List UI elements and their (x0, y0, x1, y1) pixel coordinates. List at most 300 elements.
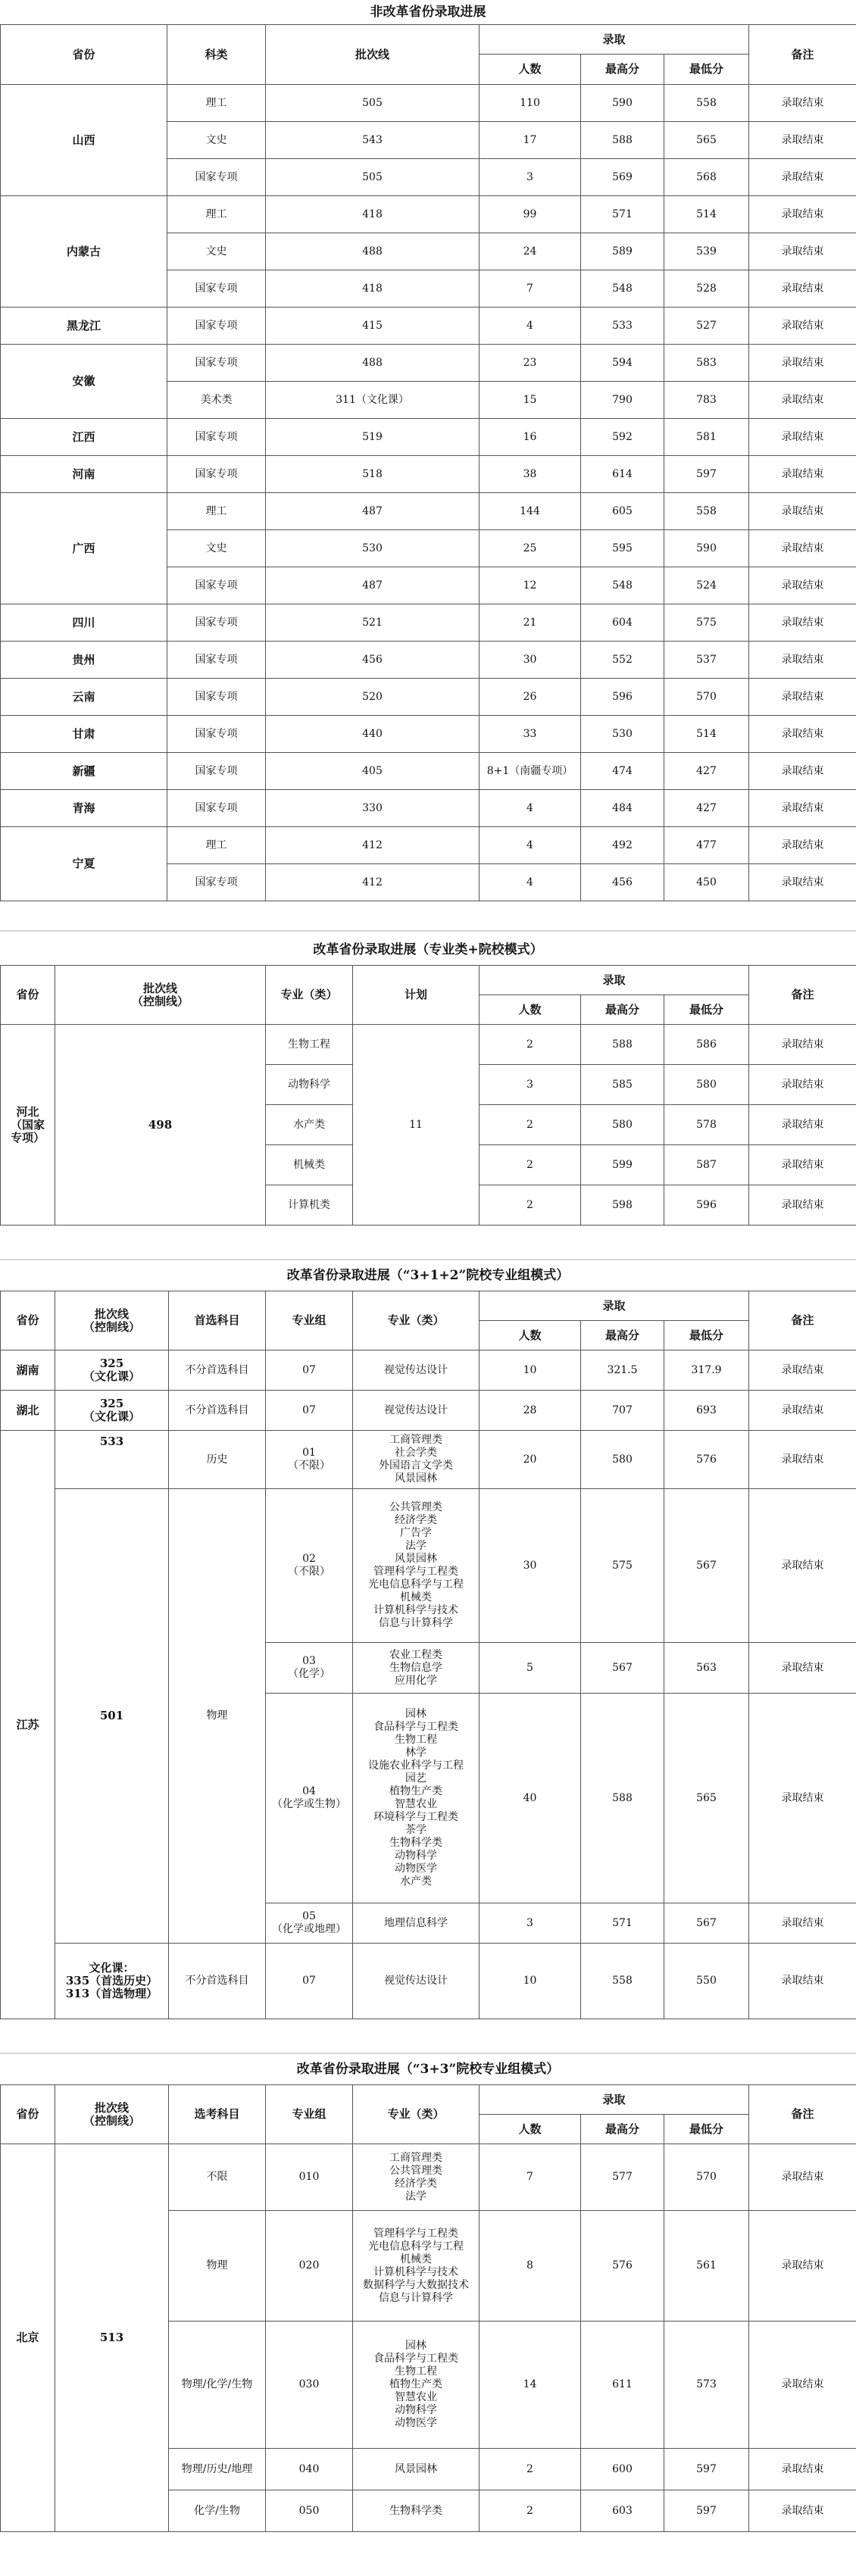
section-2-title: 改革省份录取进展（专业类+院校模式） (313, 942, 543, 957)
major-cell: 视觉传达设计 (353, 1391, 480, 1431)
count-cell: 2 (480, 1105, 581, 1145)
category-cell: 文史 (167, 530, 266, 567)
category-cell: 国家专项 (167, 790, 266, 827)
header-plan: 计划 (353, 966, 480, 1025)
min-cell: 558 (664, 85, 749, 122)
min-cell: 527 (664, 308, 749, 345)
major-cell: 动物科学 (266, 1065, 353, 1105)
remark-cell: 录取结束 (749, 1145, 856, 1185)
count-cell: 2 (480, 1145, 581, 1185)
max-cell: 611 (581, 2322, 664, 2449)
cutoff-cell: 412 (266, 827, 480, 864)
count-cell: 8+1（南疆专项） (480, 753, 581, 790)
group-cell: 030 (266, 2322, 353, 2449)
header-min: 最低分 (664, 55, 749, 85)
major-cell: 风景园林 (353, 2449, 480, 2490)
min-cell: 450 (664, 864, 749, 901)
cutoff-cell: 文化课： 335（首选历史） 313（首选物理） (55, 1944, 169, 2019)
max-cell: 590 (581, 85, 664, 122)
remark-cell: 录取结束 (749, 159, 856, 196)
subjects-cell: 物理/历史/地理 (169, 2449, 266, 2490)
major-cell: 视觉传达设计 (353, 1944, 480, 2019)
count-cell: 23 (480, 345, 581, 382)
header-remark: 备注 (749, 2085, 856, 2144)
remark-cell: 录取结束 (749, 1391, 856, 1431)
table-row (1, 493, 856, 530)
category-cell: 国家专项 (167, 270, 266, 308)
max-cell: 552 (581, 642, 664, 679)
min-cell: 597 (664, 2490, 749, 2532)
remark-cell: 录取结束 (749, 382, 856, 419)
min-cell: 427 (664, 753, 749, 790)
max-cell: 548 (581, 567, 664, 604)
count-cell: 30 (480, 642, 581, 679)
table-row (1, 642, 856, 679)
remark-cell: 录取结束 (749, 233, 856, 270)
cutoff-cell: 519 (266, 419, 480, 456)
major-cell: 工商管理类 社会学类 外国语言文学类 风景园林 (353, 1431, 480, 1489)
remark-cell: 录取结束 (749, 753, 856, 790)
category-cell: 国家专项 (167, 604, 266, 642)
remark-cell: 录取结束 (749, 1643, 856, 1694)
max-cell: 571 (581, 1903, 664, 1944)
province-cell: 湖北 (1, 1391, 55, 1431)
header-min: 最低分 (664, 2115, 749, 2144)
header-min: 最低分 (664, 995, 749, 1025)
category-cell: 国家专项 (167, 419, 266, 456)
group-cell: 07 (266, 1391, 353, 1431)
min-cell: 558 (664, 493, 749, 530)
cutoff-cell: 487 (266, 493, 480, 530)
major-cell: 公共管理类 经济学类 广告学 法学 风景园林 管理科学与工程类 光电信息科学与工程 机械类 计算机科学与技术 信息与计算科学 (353, 1489, 480, 1643)
remark-cell: 录取结束 (749, 864, 856, 901)
remark-cell: 录取结束 (749, 716, 856, 753)
max-cell: 603 (581, 2490, 664, 2532)
table-row (1, 85, 856, 122)
section-3 (0, 1260, 856, 2019)
count-cell: 3 (480, 1903, 581, 1944)
min-cell: 539 (664, 233, 749, 270)
category-cell: 文史 (167, 122, 266, 159)
major-cell: 机械类 (266, 1145, 353, 1185)
remark-cell: 录取结束 (749, 790, 856, 827)
count-cell: 2 (480, 2490, 581, 2532)
cutoff-cell: 440 (266, 716, 480, 753)
header-admission: 录取 (480, 966, 749, 995)
category-cell: 理工 (167, 827, 266, 864)
section-divider (0, 2027, 856, 2054)
province-cell: 四川 (1, 604, 167, 642)
max-cell: 599 (581, 1145, 664, 1185)
max-cell: 580 (581, 1105, 664, 1145)
header-remark: 备注 (749, 966, 856, 1025)
header-province: 省份 (1, 966, 55, 1025)
category-cell: 美术类 (167, 382, 266, 419)
first-subject-cell: 不分首选科目 (169, 1391, 266, 1431)
remark-cell: 录取结束 (749, 456, 856, 493)
section-2 (0, 935, 856, 1226)
major-cell: 生物工程 (266, 1025, 353, 1065)
header-cutoff: 批次线 （控制线） (55, 2085, 169, 2144)
min-cell: 514 (664, 716, 749, 753)
header-subjects: 选考科目 (169, 2085, 266, 2144)
remark-cell: 录取结束 (749, 1025, 856, 1065)
count-cell: 2 (480, 1185, 581, 1226)
count-cell: 4 (480, 864, 581, 901)
count-cell: 14 (480, 2322, 581, 2449)
plan-cell: 11 (353, 1025, 480, 1226)
major-cell: 园林 食品科学与工程类 生物工程 林学 设施农业科学与工程 园艺 植物生产类 智慧农业 环境科学与工程类 茶学 生物科学类 动物科学 动物医学 水产类 (353, 1694, 480, 1903)
province-cell: 安徽 (1, 345, 167, 419)
section-4-title: 改革省份录取进展（“3+3”院校专业组模式） (296, 2062, 560, 2077)
max-cell: 614 (581, 456, 664, 493)
table-row (1, 308, 856, 345)
count-cell: 2 (480, 1025, 581, 1065)
cutoff-cell: 415 (266, 308, 480, 345)
count-cell: 38 (480, 456, 581, 493)
remark-cell: 录取结束 (749, 85, 856, 122)
min-cell: 573 (664, 2322, 749, 2449)
max-cell: 492 (581, 827, 664, 864)
count-cell: 99 (480, 196, 581, 233)
header-cutoff: 批次线 (266, 25, 480, 85)
remark-cell: 录取结束 (749, 1489, 856, 1643)
category-cell: 国家专项 (167, 159, 266, 196)
count-cell: 12 (480, 567, 581, 604)
cutoff-cell: 456 (266, 642, 480, 679)
max-cell: 567 (581, 1643, 664, 1694)
cutoff-cell: 418 (266, 270, 480, 308)
category-cell: 文史 (167, 233, 266, 270)
major-cell: 管理科学与工程类 光电信息科学与工程 机械类 计算机科学与技术 数据科学与大数据技术 信息与计算科学 (353, 2211, 480, 2322)
min-cell: 576 (664, 1431, 749, 1489)
count-cell: 25 (480, 530, 581, 567)
max-cell: 484 (581, 790, 664, 827)
province-cell: 甘肃 (1, 716, 167, 753)
min-cell: 590 (664, 530, 749, 567)
header-first-subject: 首选科目 (169, 1291, 266, 1350)
remark-cell: 录取结束 (749, 604, 856, 642)
min-cell: 596 (664, 1185, 749, 1226)
header-group: 专业组 (266, 2085, 353, 2144)
remark-cell: 录取结束 (749, 679, 856, 716)
province-cell: 宁夏 (1, 827, 167, 901)
group-cell: 04 （化学或生物） (266, 1694, 353, 1903)
header-province: 省份 (1, 25, 167, 85)
header-max: 最高分 (581, 995, 664, 1025)
remark-cell: 录取结束 (749, 2144, 856, 2211)
cutoff-cell: 330 (266, 790, 480, 827)
province-cell: 江苏 (1, 1431, 55, 2019)
min-cell: 563 (664, 1643, 749, 1694)
header-min: 最低分 (664, 1321, 749, 1350)
section-divider (0, 907, 856, 932)
min-cell: 587 (664, 1145, 749, 1185)
group-cell: 01 （不限） (266, 1431, 353, 1489)
category-cell: 国家专项 (167, 567, 266, 604)
max-cell: 569 (581, 159, 664, 196)
remark-cell: 录取结束 (749, 530, 856, 567)
group-cell: 050 (266, 2490, 353, 2532)
group-cell: 02 （不限） (266, 1489, 353, 1643)
header-admission: 录取 (480, 25, 749, 55)
cutoff-cell: 530 (266, 530, 480, 567)
table-row (1, 604, 856, 642)
table-reform-312 (0, 1291, 856, 2019)
max-cell: 605 (581, 493, 664, 530)
remark-cell: 录取结束 (749, 827, 856, 864)
province-cell: 山西 (1, 85, 167, 196)
remark-cell: 录取结束 (749, 270, 856, 308)
count-cell: 5 (480, 1643, 581, 1694)
major-cell: 地理信息科学 (353, 1903, 480, 1944)
cutoff-cell: 520 (266, 679, 480, 716)
category-cell: 国家专项 (167, 864, 266, 901)
cutoff-cell: 418 (266, 196, 480, 233)
remark-cell: 录取结束 (749, 2211, 856, 2322)
header-remark: 备注 (749, 25, 856, 85)
min-cell: 597 (664, 2449, 749, 2490)
header-major: 专业（类） (353, 1291, 480, 1350)
min-cell: 561 (664, 2211, 749, 2322)
major-cell: 农业工程类 生物信息学 应用化学 (353, 1643, 480, 1694)
table-row (1, 1431, 856, 1489)
remark-cell: 录取结束 (749, 2322, 856, 2449)
major-cell: 水产类 (266, 1105, 353, 1145)
remark-cell: 录取结束 (749, 567, 856, 604)
min-cell: 528 (664, 270, 749, 308)
province-cell: 河南 (1, 456, 167, 493)
header-province: 省份 (1, 1291, 55, 1350)
major-cell: 生物科学类 (353, 2490, 480, 2532)
max-cell: 558 (581, 1944, 664, 2019)
max-cell: 707 (581, 1391, 664, 1431)
cutoff-cell: 518 (266, 456, 480, 493)
cutoff-cell: 501 (55, 1489, 169, 1944)
subjects-cell: 化学/生物 (169, 2490, 266, 2532)
remark-cell: 录取结束 (749, 1694, 856, 1903)
cutoff-cell: 521 (266, 604, 480, 642)
remark-cell: 录取结束 (749, 1350, 856, 1391)
max-cell: 533 (581, 308, 664, 345)
max-cell: 595 (581, 530, 664, 567)
subjects-cell: 物理/化学/生物 (169, 2322, 266, 2449)
remark-cell: 录取结束 (749, 345, 856, 382)
header-cutoff: 批次线 （控制线） (55, 1291, 169, 1350)
table-row (1, 1489, 856, 1643)
group-cell: 07 (266, 1944, 353, 2019)
table-reform-major (0, 965, 856, 1226)
header-group: 专业组 (266, 1291, 353, 1350)
count-cell: 10 (480, 1350, 581, 1391)
subjects-cell: 不限 (169, 2144, 266, 2211)
max-cell: 321.5 (581, 1350, 664, 1391)
header-admission: 录取 (480, 2085, 749, 2115)
max-cell: 589 (581, 233, 664, 270)
max-cell: 577 (581, 2144, 664, 2211)
min-cell: 477 (664, 827, 749, 864)
cutoff-cell: 498 (55, 1025, 266, 1226)
min-cell: 586 (664, 1025, 749, 1065)
cutoff-cell: 311（文化课） (266, 382, 480, 419)
count-cell: 10 (480, 1944, 581, 2019)
table-nonreform (0, 24, 856, 901)
category-cell: 国家专项 (167, 716, 266, 753)
major-cell: 视觉传达设计 (353, 1350, 480, 1391)
header-count: 人数 (480, 2115, 581, 2144)
cutoff-cell: 505 (266, 85, 480, 122)
group-cell: 03 （化学） (266, 1643, 353, 1694)
header-max: 最高分 (581, 2115, 664, 2144)
remark-cell: 录取结束 (749, 1944, 856, 2019)
first-subject-cell: 不分首选科目 (169, 1944, 266, 2019)
min-cell: 693 (664, 1391, 749, 1431)
count-cell: 3 (480, 1065, 581, 1105)
min-cell: 570 (664, 679, 749, 716)
category-cell: 理工 (167, 196, 266, 233)
min-cell: 567 (664, 1489, 749, 1643)
cutoff-cell: 543 (266, 122, 480, 159)
count-cell: 28 (480, 1391, 581, 1431)
count-cell: 33 (480, 716, 581, 753)
first-subject-cell: 历史 (169, 1431, 266, 1489)
table-row (1, 753, 856, 790)
count-cell: 15 (480, 382, 581, 419)
header-major: 专业（类） (266, 966, 353, 1025)
max-cell: 580 (581, 1431, 664, 1489)
min-cell: 427 (664, 790, 749, 827)
min-cell: 537 (664, 642, 749, 679)
max-cell: 790 (581, 382, 664, 419)
first-subject-cell: 物理 (169, 1489, 266, 1944)
remark-cell: 录取结束 (749, 2490, 856, 2532)
count-cell: 17 (480, 122, 581, 159)
table-row (1, 790, 856, 827)
province-cell: 江西 (1, 419, 167, 456)
max-cell: 548 (581, 270, 664, 308)
count-cell: 21 (480, 604, 581, 642)
cutoff-cell: 405 (266, 753, 480, 790)
cutoff-cell: 412 (266, 864, 480, 901)
table-row (1, 1025, 856, 1065)
table-row (1, 456, 856, 493)
major-cell: 园林 食品科学与工程类 生物工程 植物生产类 智慧农业 动物科学 动物医学 (353, 2322, 480, 2449)
province-cell: 北京 (1, 2144, 55, 2532)
max-cell: 600 (581, 2449, 664, 2490)
province-cell: 云南 (1, 679, 167, 716)
header-count: 人数 (480, 1321, 581, 1350)
category-cell: 理工 (167, 493, 266, 530)
count-cell: 26 (480, 679, 581, 716)
count-cell: 7 (480, 2144, 581, 2211)
first-subject-cell: 不分首选科目 (169, 1350, 266, 1391)
group-cell: 010 (266, 2144, 353, 2211)
table-row (1, 827, 856, 864)
count-cell: 40 (480, 1694, 581, 1903)
min-cell: 565 (664, 122, 749, 159)
remark-cell: 录取结束 (749, 1185, 856, 1226)
cutoff-cell: 487 (266, 567, 480, 604)
max-cell: 594 (581, 345, 664, 382)
header-count: 人数 (480, 995, 581, 1025)
category-cell: 国家专项 (167, 345, 266, 382)
cutoff-cell: 325 （文化课） (55, 1391, 169, 1431)
remark-cell: 录取结束 (749, 642, 856, 679)
count-cell: 8 (480, 2211, 581, 2322)
max-cell: 585 (581, 1065, 664, 1105)
min-cell: 578 (664, 1105, 749, 1145)
header-province: 省份 (1, 2085, 55, 2144)
section-1-title: 非改革省份录取进展 (370, 5, 486, 20)
province-cell: 内蒙古 (1, 196, 167, 308)
major-cell: 计算机类 (266, 1185, 353, 1226)
table-row (1, 419, 856, 456)
category-cell: 国家专项 (167, 679, 266, 716)
remark-cell: 录取结束 (749, 308, 856, 345)
min-cell: 568 (664, 159, 749, 196)
min-cell: 570 (664, 2144, 749, 2211)
table-row (1, 2144, 856, 2211)
table-row (1, 345, 856, 382)
province-cell: 贵州 (1, 642, 167, 679)
count-cell: 3 (480, 159, 581, 196)
remark-cell: 录取结束 (749, 2449, 856, 2490)
header-max: 最高分 (581, 1321, 664, 1350)
min-cell: 524 (664, 567, 749, 604)
count-cell: 7 (480, 270, 581, 308)
province-cell: 青海 (1, 790, 167, 827)
max-cell: 596 (581, 679, 664, 716)
table-row (1, 716, 856, 753)
table-reform-33 (0, 2084, 856, 2532)
group-cell: 07 (266, 1350, 353, 1391)
min-cell: 550 (664, 1944, 749, 2019)
max-cell: 588 (581, 122, 664, 159)
cutoff-cell: 513 (55, 2144, 169, 2532)
table-row (1, 196, 856, 233)
section-1 (0, 0, 856, 901)
remark-cell: 录取结束 (749, 1065, 856, 1105)
province-cell: 湖南 (1, 1350, 55, 1391)
subjects-cell: 物理 (169, 2211, 266, 2322)
remark-cell: 录取结束 (749, 419, 856, 456)
min-cell: 514 (664, 196, 749, 233)
min-cell: 597 (664, 456, 749, 493)
header-major: 专业（类） (353, 2085, 480, 2144)
min-cell: 581 (664, 419, 749, 456)
section-3-title: 改革省份录取进展（“3+1+2”院校专业组模式） (286, 1268, 570, 1283)
remark-cell: 录取结束 (749, 493, 856, 530)
table-row (1, 679, 856, 716)
table-row (1, 1350, 856, 1391)
group-cell: 020 (266, 2211, 353, 2322)
remark-cell: 录取结束 (749, 196, 856, 233)
remark-cell: 录取结束 (749, 122, 856, 159)
group-cell: 040 (266, 2449, 353, 2490)
table-row (1, 1391, 856, 1431)
cutoff-cell: 325 （文化课） (55, 1350, 169, 1391)
section-4 (0, 2054, 856, 2532)
cutoff-cell: 488 (266, 233, 480, 270)
count-cell: 30 (480, 1489, 581, 1643)
min-cell: 567 (664, 1903, 749, 1944)
max-cell: 530 (581, 716, 664, 753)
max-cell: 588 (581, 1025, 664, 1065)
max-cell: 598 (581, 1185, 664, 1226)
min-cell: 580 (664, 1065, 749, 1105)
category-cell: 国家专项 (167, 308, 266, 345)
province-cell: 新疆 (1, 753, 167, 790)
